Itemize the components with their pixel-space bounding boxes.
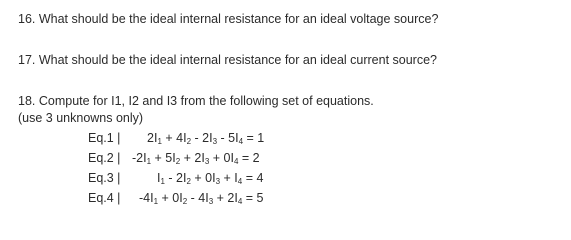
question-17: 17. What should be the ideal internal resistance for an ideal current source? [18,53,437,67]
equation-expression: $-2I_1 + 5I_2 + 2I_3 + 0I_4 = 2$ [132,151,260,166]
equation-expression: $2I_1 + 4I_2 - 2I_3 - 5I_4 = 1$ [147,131,265,146]
equation-label: Eq.4 | [88,191,121,205]
equation-expression: $I_1 - 2I_2 + 0I_3 + I_4 = 4$ [157,171,264,186]
question-16: 16. What should be the ideal internal resistance for an ideal voltage source? [18,12,439,26]
equation-expression: $-4I_1 + 0I_2 - 4I_3 + 2I_4 = 5$ [139,191,264,206]
equation-label: Eq.1 | [88,131,121,145]
equation-label: Eq.3 | [88,171,121,185]
question-18-note: (use 3 unknowns only) [18,111,144,125]
equation-label: Eq.2 | [88,151,121,165]
question-18: 18. Compute for I1, I2 and I3 from the following set of equations. [18,94,374,108]
